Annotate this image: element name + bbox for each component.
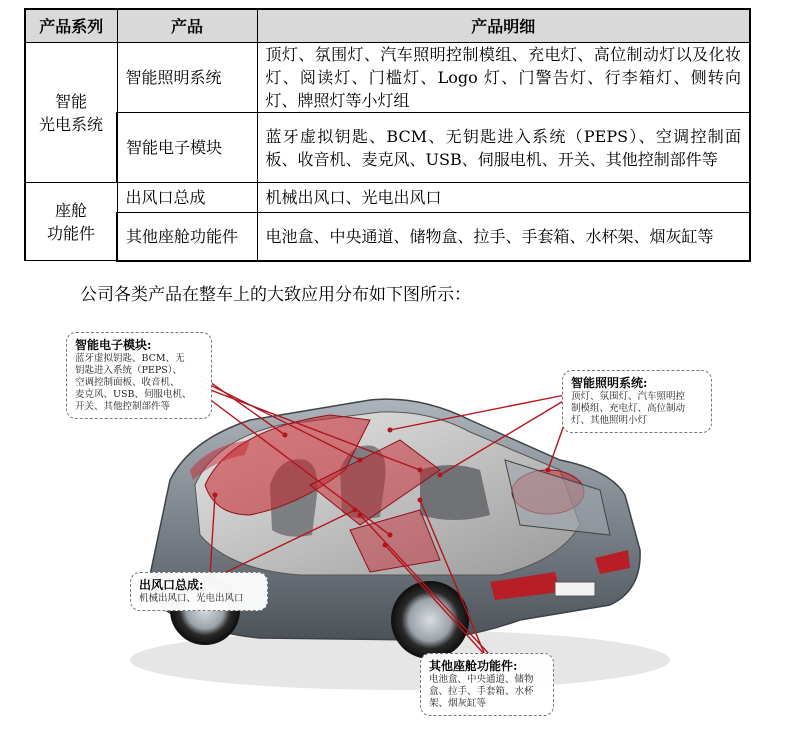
table-row xyxy=(25,183,750,213)
callout-title: 智能电子模块: xyxy=(75,338,152,352)
figure-caption: 公司各类产品在整车上的大致应用分布如下图所示： xyxy=(80,285,471,305)
callout-title: 其他座舱功能件: xyxy=(429,659,518,673)
callout-body: 机械出风口、光电出风口 xyxy=(139,593,244,604)
table-row xyxy=(25,43,750,113)
callout-vents xyxy=(130,572,268,611)
callout-electronics xyxy=(66,332,212,419)
car-application-figure xyxy=(0,320,804,735)
product-cell: 出风口总成 xyxy=(117,183,257,213)
detail-cell: 机械出风口、光电出风口 xyxy=(257,183,750,213)
series-optoelectronic: 智能 光电系统 xyxy=(25,43,117,183)
product-cell: 其他座舱功能件 xyxy=(117,213,257,261)
detail-cell: 蓝牙虚拟钥匙、BCM、无钥匙进入系统（PEPS）、空调控制面板、收音机、麦克风、USB、伺服电机、开关、其他控制部件等 xyxy=(257,113,750,183)
header-detail: 产品明细 xyxy=(257,9,750,43)
callout-title: 出风口总成: xyxy=(139,578,204,592)
detail-cell: 顶灯、氛围灯、汽车照明控制模组、充电灯、高位制动灯以及化妆灯、阅读灯、门槛灯、Logo 灯、门警告灯、行李箱灯、侧转向灯、牌照灯等小灯组 xyxy=(257,43,750,113)
table-row xyxy=(25,213,750,261)
table-row xyxy=(25,113,750,183)
callout-body: 蓝牙虚拟钥匙、BCM、无 钥匙进入系统（PEPS）、 空调控制面板、收音机、 麦克风、USB、伺服电机、 开关、其他控制部件等 xyxy=(75,353,192,412)
detail-cell: 电池盒、中央通道、储物盒、拉手、手套箱、水杯架、烟灰缸等 xyxy=(257,213,750,261)
series-cabin: 座舱 功能件 xyxy=(25,183,117,261)
callout-title: 智能照明系统: xyxy=(571,376,648,390)
product-cell: 智能电子模块 xyxy=(117,113,257,183)
table-header-row xyxy=(25,9,750,43)
product-cell: 智能照明系统 xyxy=(117,43,257,113)
header-series: 产品系列 xyxy=(25,9,117,43)
callout-lighting xyxy=(562,370,712,433)
callout-body: 电池盒、中央通道、储物 盒、拉手、手套箱、水杯 架、烟灰缸等 xyxy=(429,674,534,709)
license-plate xyxy=(555,582,595,596)
product-table xyxy=(24,8,751,262)
callout-cabin xyxy=(420,653,554,716)
header-product: 产品 xyxy=(117,9,257,43)
callout-body: 顶灯、氛围灯、汽车照明控 制模组、充电灯、高位制动 灯、其他照明小灯 xyxy=(571,391,686,426)
